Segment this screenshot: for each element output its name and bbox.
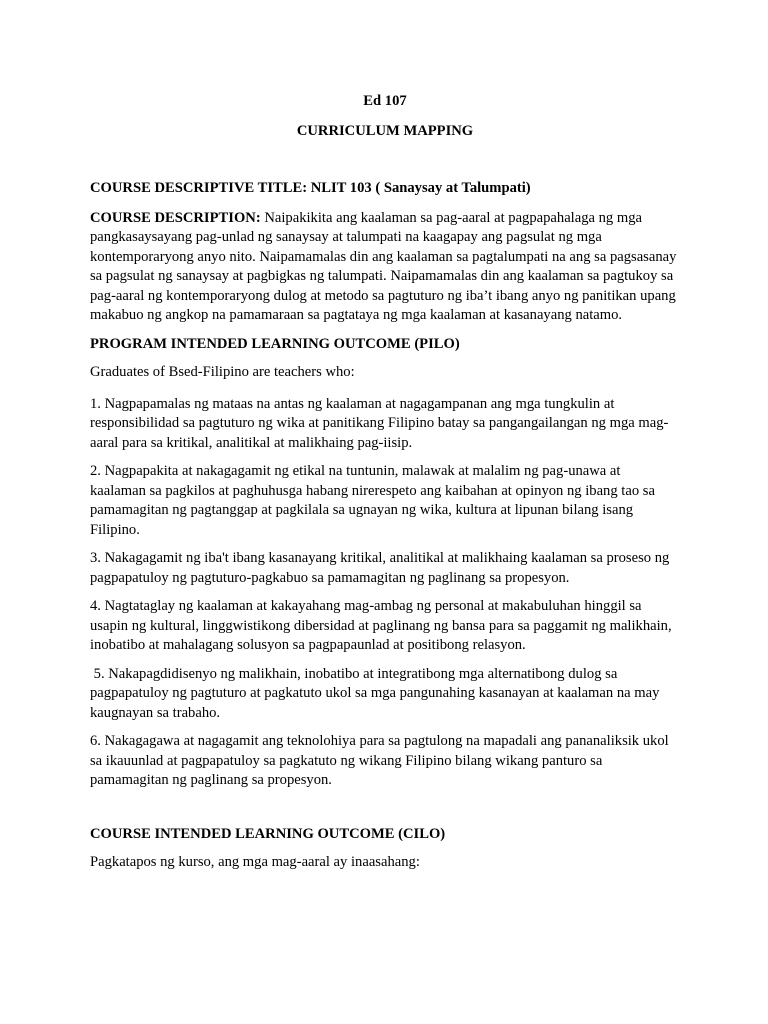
course-title-label: COURSE DESCRIPTIVE TITLE:: [90, 180, 308, 196]
course-descriptive-title: [90, 179, 680, 199]
pilo-heading: PROGRAM INTENDED LEARNING OUTCOME (PILO): [90, 335, 460, 352]
course-code: Ed 107: [363, 93, 407, 109]
document-title: CURRICULUM MAPPING: [296, 122, 474, 139]
pilo-item-3: 3. Nakagagamit ng iba't ibang kasanayang kritikal, analitikal at malikhaing kaalaman sa proseso ng pagpapatuloy ng pagtuturo-pagkabuo sa pamamagitan ng paglinang sa propesyon.: [90, 550, 670, 586]
pilo-item-4: 4. Nagtataglay ng kaalaman at kakayahang mag-ambag ng personal at makabuluhan hinggil sa usapin ng kultural, linggwistikong dibersidad at paglinang ng bansa para sa paggamit ng malikhain, inobatibo at mahalagang solusyon sa pagpapaunlad at positibong relasyon.: [90, 598, 672, 653]
course-description-label: COURSE DESCRIPTION:: [90, 209, 261, 226]
pilo-item-2: 2. Nagpapakita at nakagagamit ng etikal na tuntunin, malawak at malalim ng pag-unawa at kaalaman sa pagkilos at paghuhusga habang nirerespeto ang kaibahan at opinyon ng ibang tao sa pamamagitan ng pagtanggap at pagkilala sa ugnayan ng wika, kultura at lipunan bilang isang Filipino.: [90, 463, 655, 538]
pilo-item-5: 5. Nakapagdidisenyo ng malikhain, inobatibo at integratibong mga alternatibong dulog sa pagpapatuloy ng pagtuturo at pagkatuto ukol sa mga pangunahing kasanayan at kaalaman na may kaugnayan sa trabaho.: [90, 665, 664, 721]
cilo-intro: Pagkatapos ng kurso, ang mga mag-aaral ay inaasahang:: [90, 854, 420, 870]
course-title-value: NLIT 103 ( Sanaysay at Talumpati): [310, 180, 531, 196]
course-description-text: Naipakikita ang kaalaman sa pag-aaral at pagpapahalaga ng mga pangkasaysayang pag-unlad ng sanaysay at talumpati na kaagapay ang pagsulat ng mga kontemporaryong anyo nito. Naipamamalas din ang kaalaman sa pagtalumpati na ang sa pagsasanay sa pagsulat ng sanaysay at pagbigkas ng talumpati. Naipamamalas din ang kaalaman sa pagtukoy sa pag-aaral ng kontemporaryong dulog at metodo sa pagtuturo ng iba’t ibang anyo ng panitikan upang makabuo ng angkop na pamamaraan sa pagtataya ng mga kaalaman at kasanayang natamo.: [90, 209, 677, 323]
pilo-item-1: 1. Nagpapamalas ng mataas na antas ng kaalaman at nagagampanan ang mga tungkulin at responsibilidad sa pagtuturo ng wika at panitikang Filipino batay sa pangangailangan ng mga mag-aaral para sa kritikal, analitikal at malikhaing pag-iisip.: [90, 395, 669, 451]
course-description: [90, 209, 680, 326]
pilo-intro: Graduates of Bsed-Filipino are teachers who:: [90, 364, 355, 380]
pilo-item-6: 6. Nakagagawa at nagagamit ang teknolohiya para sa pagtulong na mapadali ang pananaliksik ukol sa ikauunlad at pagpapatuloy sa pagkatuto ng wikang Filipino bilang wikang panturo sa pamamagitan ng paglinang sa propesyon.: [90, 733, 669, 788]
cilo-heading: COURSE INTENDED LEARNING OUTCOME (CILO): [90, 825, 446, 842]
